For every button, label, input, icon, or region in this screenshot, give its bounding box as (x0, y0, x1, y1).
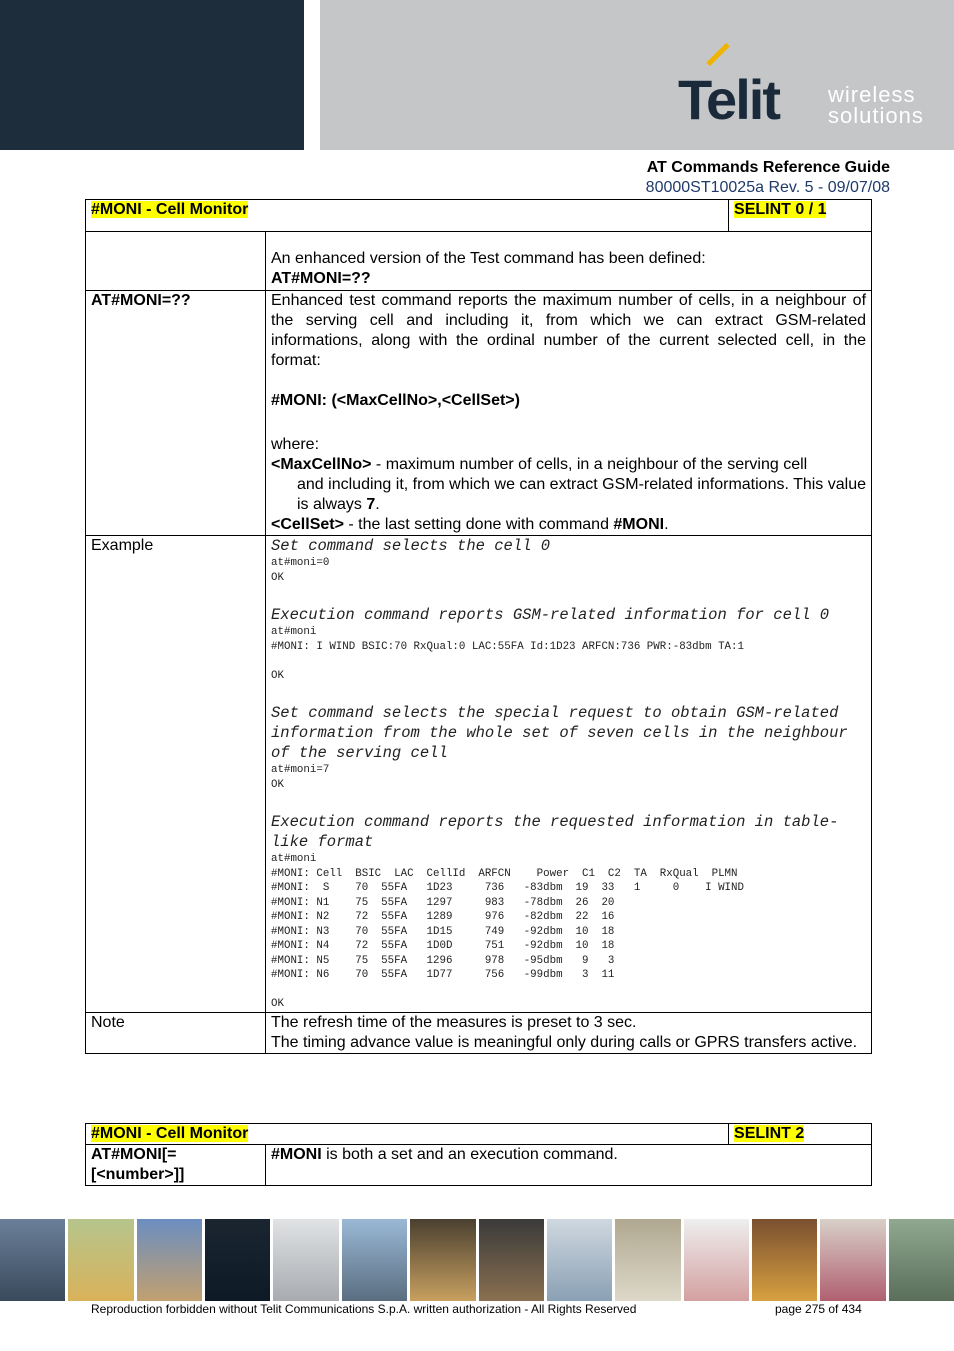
footer-photo-6 (342, 1219, 407, 1301)
example-comment-3: Set command selects the special request to obtain GSM-related information from the whole set of seven cells in the neighbour of the serving cell (271, 704, 848, 762)
where-label: where: (271, 436, 320, 453)
footer-photo-strip (0, 1219, 954, 1301)
footer-photo-9 (547, 1219, 612, 1301)
selint2-badge: SELINT 2 (734, 1125, 805, 1142)
syntax-text: is both a set and an execution command. (321, 1146, 618, 1163)
footer-photo-10 (615, 1219, 680, 1301)
footer-photo-2 (68, 1219, 133, 1301)
footer-photo-14 (889, 1219, 954, 1301)
footer-copyright: Reproduction forbidden without Telit Communications S.p.A. written authorization - All Rights Reserved (91, 1302, 637, 1316)
syntax-cmd: #MONI (271, 1146, 322, 1163)
page-number: page 275 of 434 (775, 1302, 862, 1316)
param-maxcellno-cont: and including it, from which we can extract GSM-related informations. This value is always 7. (297, 476, 867, 513)
header-dark-block (0, 0, 304, 150)
intro-row (86, 232, 872, 291)
footer-photo-1 (0, 1219, 65, 1301)
example-code-4: at#moni #MONI: Cell BSIC LAC CellId ARFCN Power C1 C2 TA RxQual PLMN #MONI: S 70 55FA 1D23 736 -83dbm 19 33 1 0 I WIND #MONI: N1 75 55FA 1297 983 -78dbm 26 20 #MONI: N2 72 55FA 1289 976 -82dbm 22 16 #MONI: N3 70 55FA 1D15 749 -92dbm 10 18 #MONI: N4 72 55FA 1D0D 751 -92dbm 10 18 #MONI: N5 75 55FA 1296 978 -95dbm 9 3 #MONI: N6 70 55FA 1D77 756 -99dbm 3 11 OK (271, 853, 744, 1010)
example-code-3: at#moni=7 OK (271, 764, 330, 791)
row-label-example: Example (86, 536, 266, 1013)
footer-photo-8 (479, 1219, 544, 1301)
footer-photo-7 (410, 1219, 475, 1301)
table2-header-row (86, 1124, 872, 1145)
example-code-1: at#moni=0 OK (271, 557, 330, 584)
test-desc: Enhanced test command reports the maximum number of cells, in a neighbour of the serving cell and including it, from which we can extract GSM-related informations, along with the ordinal number of the current selected cell, in the format: (271, 292, 867, 369)
intro-text: An enhanced version of the Test command has been defined: (271, 250, 706, 267)
footer-photo-5 (273, 1219, 338, 1301)
example-code-2: at#moni #MONI: I WIND BSIC:70 RxQual:0 LAC:55FA Id:1D23 ARFCN:736 PWR:-83dbm TA:1 OK (271, 626, 744, 682)
footer-photo-11 (684, 1219, 749, 1301)
footer-photo-3 (137, 1219, 202, 1301)
row-label-test: AT#MONI=?? (86, 291, 266, 536)
test-command-row (86, 291, 872, 536)
example-comment-2: Execution command reports GSM-related information for cell 0 (271, 606, 830, 624)
row-label-note: Note (86, 1012, 266, 1053)
note-line-2: The timing advance value is meaningful only during calls or GPRS transfers active. (271, 1033, 858, 1051)
moni-table-selint01 (85, 199, 872, 1054)
intro-cmd: AT#MONI=?? (271, 270, 371, 287)
param-maxcellno: <MaxCellNo> - maximum number of cells, in a neighbour of the serving cell (271, 456, 808, 473)
footer-photo-12 (752, 1219, 817, 1301)
table2-syntax-row (86, 1145, 872, 1186)
note-line-1: The refresh time of the measures is preset to 3 sec. (271, 1013, 637, 1031)
footer-photo-4 (205, 1219, 270, 1301)
example-comment-4: Execution command reports the requested information in table-like format (271, 813, 839, 851)
note-row (86, 1012, 872, 1053)
footer-photo-13 (820, 1219, 885, 1301)
table-header-row (86, 200, 872, 232)
table2-title: #MONI - Cell Monitor (91, 1125, 249, 1142)
example-row (86, 536, 872, 1013)
param-cellset: <CellSet> - the last setting done with command #MONI. (271, 516, 669, 533)
table-title: #MONI - Cell Monitor (91, 201, 249, 218)
logo-tagline: wireless solutions (828, 82, 924, 128)
logo-wordmark: Telit (678, 68, 779, 131)
selint-badge: SELINT 0 / 1 (734, 201, 827, 218)
doc-title: AT Commands Reference Guide (646, 159, 890, 176)
moni-table-selint2 (85, 1123, 872, 1186)
example-comment-1: Set command selects the cell 0 (271, 537, 551, 555)
telit-logo (678, 50, 938, 140)
doc-code: 80000ST10025a Rev. 5 - 09/07/08 (645, 179, 890, 196)
test-format: #MONI: (<MaxCellNo>,<CellSet>) (271, 392, 520, 409)
row-label-syntax: AT#MONI[= [<number>]] (86, 1145, 266, 1186)
